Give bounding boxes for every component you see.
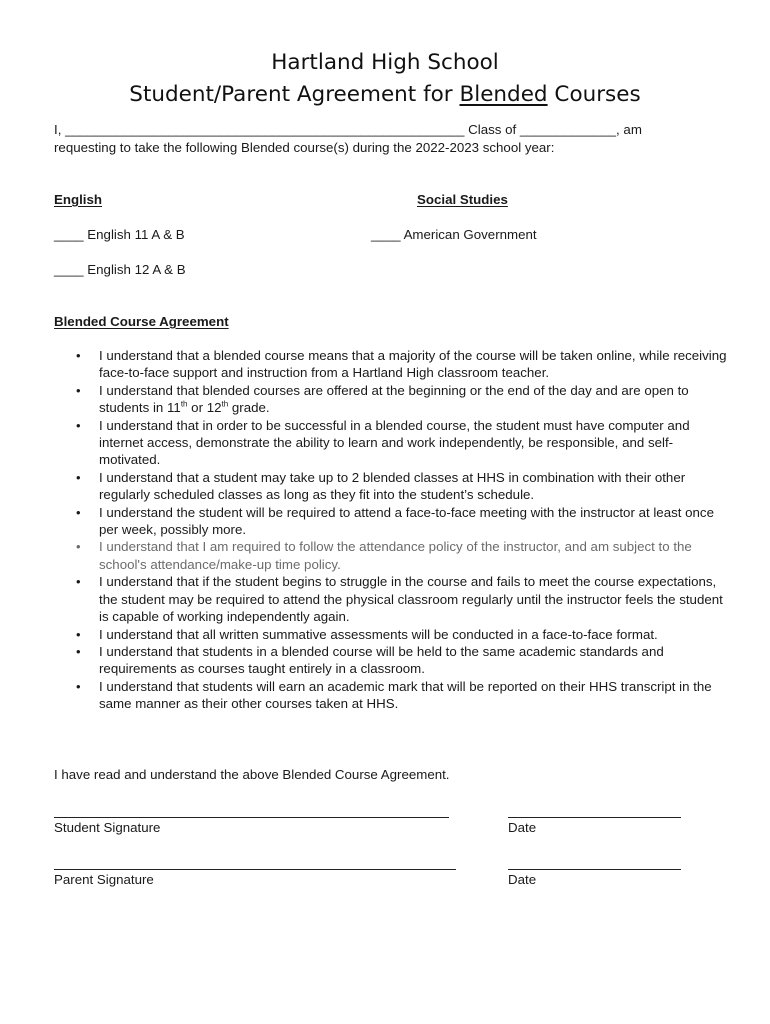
agreement-item: • I understand that blended courses are offered at the beginning or the end of the day and are open to students in 11th or 12th grade. [54,382,734,417]
course-option-american-government [371,227,537,242]
agreement-item: • I understand that in order to be successful in a blended course, the student must have computer and internet access, demonstrate the ability to learn and work independently, be responsible, and self-motivated. [54,417,734,469]
course-option-english-11 [54,227,185,242]
course-name: English 12 A & B [87,262,186,277]
form-title-underlined-word: Blended [459,82,548,107]
course-checkbox-blank[interactable]: ____ [54,262,84,277]
social-studies-heading: Social Studies [417,192,508,207]
form-title [0,82,770,107]
class-year-blank[interactable]: _____________ [519,122,617,137]
agreement-item: • I understand that students in a blended course will be held to the same academic standards and requirements as courses taught entirely in a classroom. [54,643,734,678]
agreement-item: • I understand that if the student begins to struggle in the course and fails to meet the course expectations, the student may be required to attend the physical classroom regularly until the instructor feels the student is capable of working independently again. [54,573,734,625]
agreement-heading: Blended Course Agreement [54,314,229,329]
course-checkbox-blank[interactable]: ____ [54,227,84,242]
student-signature-line[interactable] [54,817,449,818]
intro-line-2: requesting to take the following Blended course(s) during the 2022-2023 school year: [54,140,555,155]
student-signature-label: Student Signature [54,820,161,835]
agreement-list [54,347,734,713]
course-name: American Government [403,227,537,242]
agreement-item: • I understand that a student may take up to 2 blended classes at HHS in combination with their other regularly scheduled classes as long as they fit into the student’s schedule. [54,469,734,504]
class-of-label: Class of [468,122,517,137]
form-title-suffix: Courses [547,82,641,107]
student-date-label: Date [508,820,537,835]
agreement-item: • I understand that students will earn an academic mark that will be reported on their HHS transcript in the same manner as their other courses taken at HHS. [54,678,734,713]
acknowledgement-text: I have read and understand the above Blended Course Agreement. [54,767,450,782]
student-date-line[interactable] [508,817,681,818]
agreement-item: • I understand the student will be required to attend a face-to-face meeting with the instructor at least once per week, possibly more. [54,504,734,539]
parent-date-line[interactable] [508,869,681,870]
intro-prefix: I, [54,122,62,137]
parent-signature-line[interactable] [54,869,456,870]
agreement-item: • I understand that a blended course means that a majority of the course will be taken online, while receiving face-to-face support and instruction from a Hartland High classroom teacher. [54,347,734,382]
course-checkbox-blank[interactable]: ____ [371,227,401,242]
intro-suffix: , am [616,122,642,137]
parent-date-label: Date [508,872,537,887]
parent-signature-label: Parent Signature [54,872,154,887]
course-option-english-12 [54,262,186,277]
student-name-blank[interactable]: ______________________________________________________ [65,122,465,137]
agreement-item: • I understand that all written summative assessments will be conducted in a face-to-face format. [54,626,734,643]
school-name-title: Hartland High School [271,50,499,75]
agreement-item: • I understand that I am required to follow the attendance policy of the instructor, and am subject to the school's attendance/make-up time policy. [54,538,734,573]
form-title-prefix: Student/Parent Agreement for [129,82,460,107]
intro-line-1 [54,122,642,137]
english-heading: English [54,192,103,207]
course-name: English 11 A & B [87,227,185,242]
